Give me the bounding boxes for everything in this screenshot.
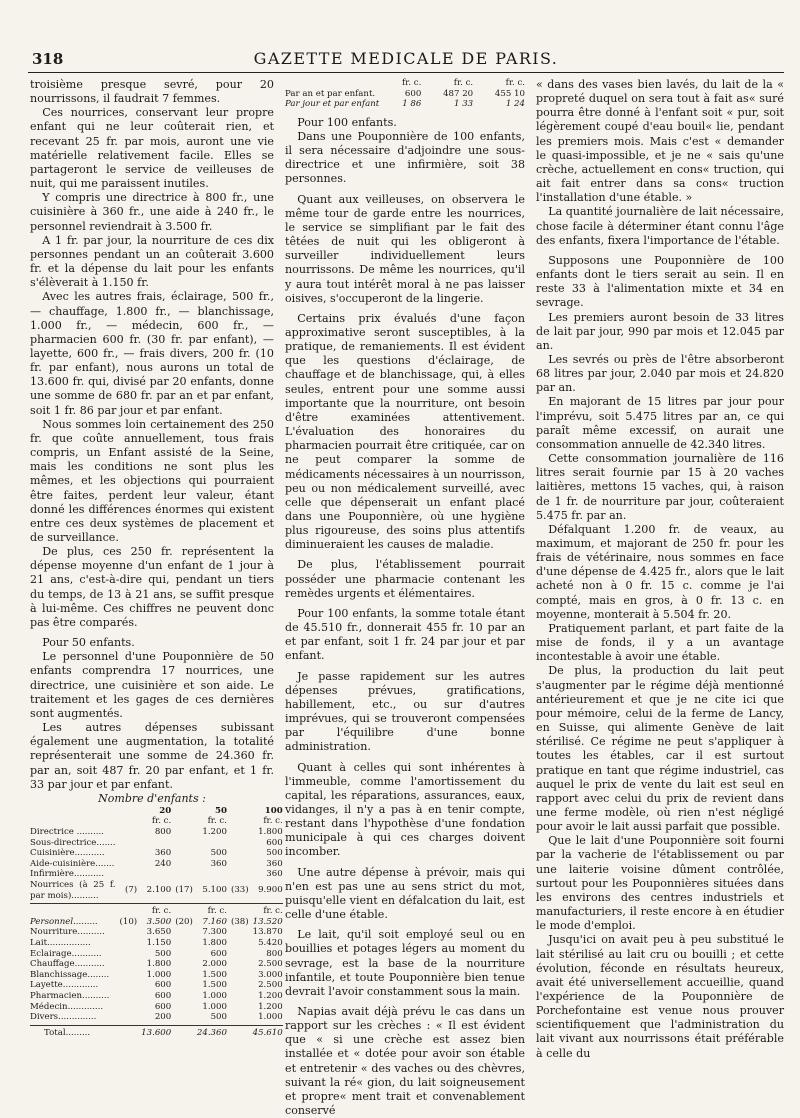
paragraph: Que le lait d'une Pouponnière soit fourni par la vacherie de l'établissement ou par une laiterie voisine dûment contrôlée, surtout pour les Pouponnières situées dans les environs des centres industriels et manufacturiers, il reste encore à en étudier le mode d'emploi. (536, 834, 784, 933)
cell (193, 869, 227, 880)
cell: 1.150 (146, 937, 172, 948)
cell: 360 (210, 858, 227, 869)
cell: 1.500 (202, 969, 227, 980)
paragraph: De plus, l'établissement pourrait posséder une pharmacie contenant les remèdes urgents et élémentaires. (285, 558, 525, 600)
cell: 13.870 (252, 927, 283, 938)
row-label: Personnel......... (30, 916, 98, 927)
cell: 600 (404, 88, 422, 99)
row-label: Blanchissage........ (30, 969, 110, 980)
row-label: Sous-directrice....... (30, 837, 116, 848)
cell: 7.160 (202, 916, 227, 927)
table-row (30, 980, 283, 991)
unit-label: fr. c. (207, 906, 227, 917)
cell: 1.800 (258, 827, 283, 837)
cell: 3.000 (258, 969, 283, 980)
unit-label: fr. c. (151, 906, 172, 917)
paragraph: Pour 100 enfants, la somme totale étant de 45.510 fr., donnerait 455 fr. 10 par an et par enfant, soit 1 fr. 24 par jour et par enfant. (285, 606, 525, 663)
row-label: Médecin............. (30, 1001, 104, 1012)
count: (7) (124, 885, 138, 896)
cell: 1 33 (454, 99, 474, 110)
cell: 9.900 (258, 885, 283, 896)
cell: 1.200 (202, 827, 227, 837)
expense-table-continued (285, 78, 525, 110)
table-row (30, 869, 283, 880)
paragraph: Certains prix évalués d'une façon approximative seront susceptibles, à la pratique, de remaniements. Il est évident que les questions d'éclairage, de chauffage et de blanchissage, qui, à elles seules, entrent pour une somme aussi importante que la nourriture, ont besoin d'être examinées attentivement. L'évaluation des honoraires du pharmacien pourrait être critiquée, car on ne peut comparer la somme de médicaments nécessaires à un nourrisson, peu ou non médicalement surveillé, avec celle que dépenserait un enfant placé dans une Pouponnière, où une hygiène plus rigoureuse, des soins plus attentifs diminueraient les causes de maladie. (285, 311, 525, 552)
cell: 500 (210, 848, 227, 859)
row-label: Infirmière........... (30, 869, 104, 880)
row-label: Pharmacien.......... (30, 990, 110, 1001)
table-row (30, 848, 283, 859)
cell: 24.360 (196, 1027, 227, 1038)
cell: 7.300 (202, 927, 227, 938)
paragraph: Napias avait déjà prévu le cas dans un rapport sur les crèches : « Il est évident que « si une crèche est assez bien installée et « dotée pour avoir son étable et entretenir « des vaches ou des chèvres, suivant la ré« gion, du lait soigneusement et propre« ment trait et convenablement conservé (285, 1005, 525, 1118)
cell: 1.800 (202, 937, 227, 948)
cell: 600 (154, 980, 172, 991)
count: (38) (230, 916, 249, 927)
count: (33) (230, 885, 249, 896)
cell: 3.500 (146, 916, 172, 927)
cell: 2.000 (202, 959, 227, 970)
column-1 (30, 78, 283, 1038)
table-heading: Nombre d'enfants : (98, 791, 206, 805)
paragraph: Le lait, qu'il soit employé seul ou en bouillies et potages légers au moment du sevrage, est la base de la nourriture infantile, et toute Pouponnière bien tenue devrait l'avoir constamment sous la main. (285, 928, 525, 998)
section-heading: Pour 50 enfants. (42, 636, 135, 650)
table-row (30, 938, 283, 949)
row-label: Layette............. (30, 980, 99, 991)
table-row (30, 1002, 283, 1013)
cell: 2.500 (258, 959, 283, 970)
paragraph: Les premiers auront besoin de 33 litres de lait par jour, 990 par mois et 12.045 par an. (536, 310, 784, 352)
paragraph: Avec les autres frais, éclairage, 500 fr., — chauffage, 1.800 fr., — blanchissage, 1.000 fr., — médecin, 600 fr., — pharmacien 600 fr. (30 fr. par enfant), — layette, 600 fr., — frais divers, 200 fr. (10 fr. par enfant), nous aurons un total de 13.600 fr. qui, divisé par 20 enfants, donne une somme de 680 fr. par an et par enfant, soit 1 fr. 86 par jour et par enfant. (30, 290, 274, 417)
table-row (30, 827, 283, 838)
paragraph: Les autres dépenses subissant également une augmentation, la totalité représenterait une somme de 24.360 fr. par an, soit 487 fr. 20 par enfant, et 1 fr. 33 par jour et par enfant. (30, 721, 274, 791)
cell: 13.600 (141, 1027, 172, 1038)
cell: 2.500 (258, 980, 283, 991)
row-label: Nourriture.......... (30, 927, 105, 938)
cell: 500 (210, 1012, 227, 1023)
cell: 1.800 (146, 959, 172, 970)
row-label: Directrice .......... (30, 827, 104, 837)
paragraph: Dans une Pouponnière de 100 enfants, il sera nécessaire d'adjoindre une sous-directrice et une infirmière, soit 38 personnes. (285, 129, 525, 186)
cell: 1.000 (146, 969, 172, 980)
row-label: Lait................ (30, 937, 91, 948)
table-row (30, 970, 283, 981)
paragraph: Une autre dépense à prévoir, mais qui n'en est pas une au sens strict du mot, puisqu'elle vient en défalcation du lait, est celle d'une étable. (285, 865, 525, 922)
cell: 45.610 (252, 1027, 283, 1038)
column-3 (536, 78, 784, 1061)
cell: 1.200 (258, 990, 283, 1001)
row-label: Divers.............. (30, 1012, 97, 1023)
cell: 5.100 (202, 885, 227, 896)
running-title: GAZETTE MEDICALE DE PARIS. (253, 49, 559, 68)
row-label: Par an et par enfant. (285, 88, 376, 99)
row-label: Par jour et par enfant (285, 99, 380, 110)
cell: 200 (154, 1012, 172, 1023)
row-label: Chauffage........... (30, 959, 105, 970)
paragraph: Nous sommes loin certainement des 250 fr. que coûte annuellement, tous frais compris, un Enfant assisté de la Seine, mais les conditions ne sont plus les mêmes, et les objections qui pourraient être faites, perdent leur valeur, étant donné les différences énormes qui existent entre ces deux systèmes de placement et de surveillance. (30, 417, 274, 544)
cell: 1.000 (202, 990, 227, 1001)
cell: 13.520 (252, 916, 283, 927)
cell (193, 838, 227, 849)
table-row (30, 959, 283, 970)
table-row (30, 1012, 283, 1023)
cell: 455 10 (494, 88, 525, 99)
cell: 1.000 (258, 1012, 283, 1023)
count: (20) (175, 916, 193, 927)
unit-label: fr. c. (263, 816, 283, 827)
unit-label: fr. c. (263, 906, 283, 917)
cell: 600 (154, 990, 172, 1001)
cell: 1 86 (402, 99, 422, 110)
row-label: Aide-cuisinière....... (30, 858, 115, 869)
paragraph: De plus, la production du lait peut s'augmenter par le régime déjà mentionné antérieurement et que je ne cite ici que pour mémoire, celui de la ferme de Lancy, en Suisse, qui alimente Genève de lait stérilisé. Ce régime ne peut s'appliquer à toutes les étables, car il est surtout pratique en tant que régime industriel, cas auquel le prix de vente du lait est seul en rapport avec celui du prix de revient dans une ferme modèle, où rien n'est négligé pour avoir le lait aussi parfait que possible. (536, 664, 784, 834)
paragraph: Je passe rapidement sur les autres dépenses prévues, gratifications, habillement, etc., ou sur d'autres imprévues, qui se trouveront compensées par l'équilibre d'une bonne administration. (285, 669, 525, 754)
row-label: Cuisinière........... (30, 848, 105, 859)
cell: 600 (154, 1001, 172, 1012)
paragraph: Quant à celles qui sont inhérentes à l'immeuble, comme l'amortissement du capital, les réparations, assurances, eaux, vidanges, il n'y a pas à en tenir compte, restant dans l'hypothèse d'une fondation municipale à qui ces charges doivent incomber. (285, 760, 525, 859)
paragraph: Ces nourrices, conservant leur propre enfant qui ne leur coûterait rien, et recevant 25 fr. par mois, auront une vie matérielle relativement facile. Elles se partageront le service de veilleuses de nuit, qui me paraissent inutiles. (30, 106, 274, 191)
unit-label: fr. c. (207, 816, 227, 827)
paragraph: Le personnel d'une Pouponnière de 50 enfants comprendra 17 nourrices, une directrice, une cuisinière et son aide. Le traitement et les gages de ces dernières sont augmentés. (30, 650, 274, 720)
cell: 500 (266, 848, 283, 859)
paragraph: « dans des vases bien lavés, du lait de la « propreté duquel on sera tout à fait as« suré pourra être donné à l'enfant soit « pur, soit légèrement coupé d'eau bouil« lie, pendant les premiers mois. Mais c'est « demander le quasi-impossible, et je ne « sais qu'une crèche, actuellement en cons« truction, qui ait fait entrer dans sa cons« truction l'installation d'une étable. » (536, 78, 784, 205)
cell: 1 24 (505, 99, 525, 110)
paragraph: La quantité journalière de lait nécessaire, chose facile à déterminer étant connu l'âge des enfants, fixera l'importance de l'étable. (536, 205, 784, 247)
column-2 (285, 78, 525, 1118)
col-header-20: 20 (159, 805, 172, 816)
cell: 5.420 (258, 937, 283, 948)
paragraph: Défalquant 1.200 fr. de veaux, au maximum, et majorant de 250 fr. pour les frais de vétérinaire, nous sommes en face d'une dépense de 4.425 fr., alors que le lait acheté non à 0 fr. 15 c. comme je l'ai compté, mais en gros, à 0 fr. 13 c. en moyenne, monterait à 5.504 fr. 20. (536, 522, 784, 621)
paragraph: Supposons une Pouponnière de 100 enfants dont le tiers serait au sein. Il en reste 33 à l'alimentation mixte et 34 en sevrage. (536, 253, 784, 310)
paragraph: Quant aux veilleuses, on observera le même tour de garde entre les nourrices, le service se simplifiant par le fait des têtées de nuit qui les obligeront à surveiller individuellement leurs nourrissons. De même les nourrices, qu'il y aura tout intérêt moral à ne pas laisser oisives, s'occuperont de la lingerie. (285, 192, 525, 305)
paragraph: Cette consommation journalière de 116 litres serait fournie par 15 à 20 vaches laitières, mettons 15 vaches, qui, à raison de 1 fr. de nourriture par jour, coûteraient 5.475 fr. par an. (536, 452, 784, 522)
cell: 360 (154, 848, 172, 859)
expense-table (30, 806, 283, 1038)
cell: 1.000 (202, 1001, 227, 1012)
cell: 360 (266, 858, 283, 869)
cell: 1.500 (202, 980, 227, 991)
row-label: Total......... (44, 1027, 91, 1038)
paragraph: En majorant de 15 litres par jour pour l'imprévu, soit 5.475 litres par an, ce qui paraît même excessif, on aurait une consommation annuelle de 42.340 litres. (536, 395, 784, 451)
cell: 800 (266, 948, 283, 959)
unit-label: fr. c. (151, 816, 172, 827)
cell: 487 20 (443, 88, 474, 99)
cell: 2.100 (146, 885, 172, 896)
col-header-50: 50 (215, 805, 227, 816)
cell: 3.650 (146, 927, 172, 938)
page-number: 318 (32, 50, 64, 68)
unit-label: fr. c. (401, 78, 422, 88)
paragraph: A 1 fr. par jour, la nourriture de ces dix personnes pendant un an coûterait 3.600 fr. et la dépense du lait pour les enfants s'élèverait à 1.150 fr. (30, 233, 274, 290)
cell: 240 (154, 858, 172, 869)
cell (137, 869, 171, 880)
cell: 1.200 (258, 1001, 283, 1012)
table-row (30, 838, 283, 849)
unit-label: fr. c. (505, 78, 525, 88)
unit-label: fr. c. (453, 78, 474, 88)
count: (17) (175, 885, 193, 896)
cell (137, 838, 171, 849)
paragraph: troisième presque sevré, pour 20 nourrissons, il faudrait 7 femmes. (30, 78, 274, 106)
paragraph: De plus, ces 250 fr. représentent la dépense moyenne d'un enfant de 1 jour à 21 ans, c'est-à-dire qui, pendant un tiers du temps, de 13 à 21 ans, se suffit presque à lui-même. Ces chiffres ne peuvent donc pas être comparés. (30, 545, 274, 629)
col-header-100: 100 (264, 805, 283, 816)
paragraph: Pratiquement parlant, et part faite de la mise de fonds, il y a un avantage incontestable à avoir une étable. (536, 621, 784, 664)
table-row (30, 991, 283, 1002)
table-row (30, 949, 283, 960)
cell: 800 (154, 827, 172, 837)
row-label: Nourrices (à 25 f. par mois).......... (30, 879, 116, 901)
page-header (28, 48, 784, 73)
cell: 600 (266, 837, 283, 848)
cell: 360 (266, 869, 283, 880)
cell: 600 (210, 948, 227, 959)
table-row (30, 859, 283, 870)
count: (10) (119, 916, 138, 927)
paragraph: Y compris une directrice à 800 fr., une cuisinière à 360 fr., une aide à 240 fr., le personnel reviendrait à 3.500 fr. (30, 191, 274, 233)
paragraph: Les sevrés ou près de l'être absorberont 68 litres par jour, 2.040 par mois et 24.820 par an. (536, 352, 784, 395)
table-row (30, 927, 283, 938)
paragraph: Jusqu'ici on avait peu à peu substitué le lait stérilisé au lait cru ou bouilli ; et cette évolution, féconde en résultats heureux, avait été universellement accueillie, quand l'expérience de la Pouponnière de Porchefontaine est venue nous prouver scientifiquement que l'administration du lait vivant aux nourrissons était préférable à celle du (536, 933, 784, 1060)
cell: 500 (154, 948, 172, 959)
section-heading: Pour 100 enfants. (297, 115, 397, 129)
row-label: Eclairage........... (30, 948, 102, 959)
